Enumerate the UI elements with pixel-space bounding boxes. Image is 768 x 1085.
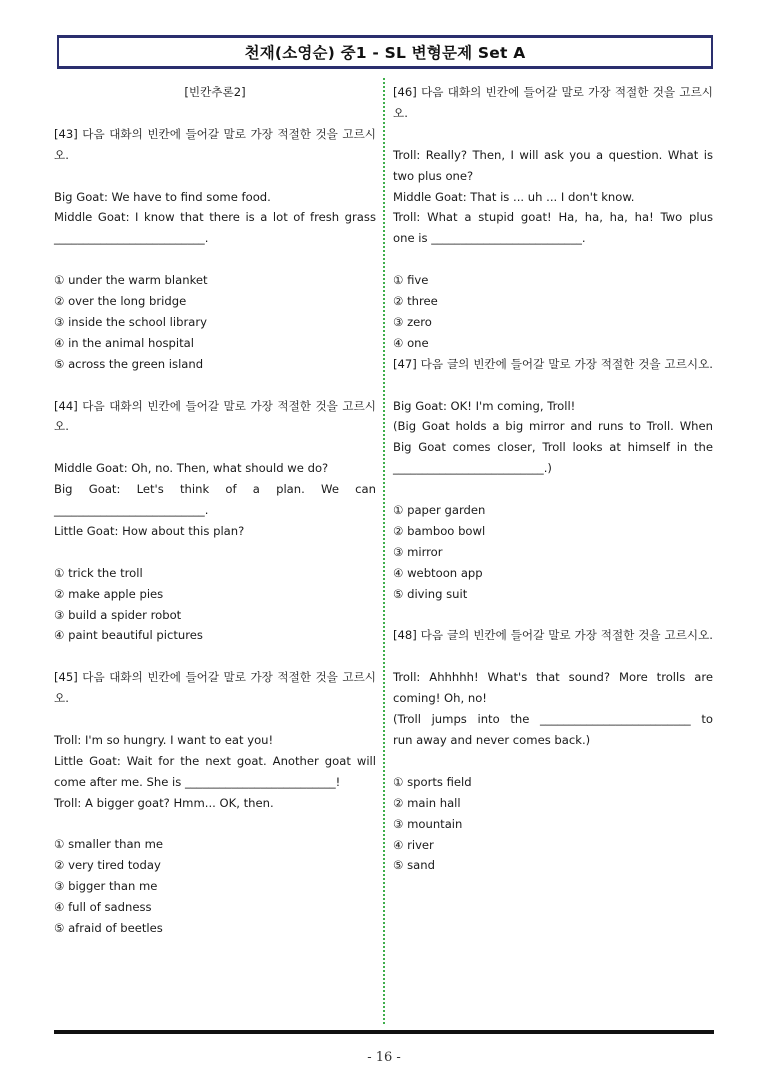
right-column	[393, 82, 713, 876]
question-45-heading: [45] 다음 대화의 빈칸에 들어갈 말로 가장 적절한 것을 고르시	[54, 670, 376, 685]
question-47-line-1: Big Goat: OK! I'm coming, Troll!	[393, 398, 576, 413]
question-44-option-4: ④ paint beautiful pictures	[54, 628, 203, 643]
question-45-option-4: ④ full of sadness	[54, 900, 152, 915]
question-48-option-1: ① sports field	[393, 774, 472, 789]
question-43-option-2: ② over the long bridge	[54, 294, 187, 309]
question-48	[393, 625, 713, 876]
question-46	[393, 82, 713, 354]
question-45	[54, 667, 376, 939]
question-45-option-5: ⑤ afraid of beetles	[54, 921, 163, 936]
question-48-option-3: ③ mountain	[393, 816, 463, 831]
question-47-option-5: ⑤ diving suit	[393, 586, 468, 601]
question-44-heading-end: 오.	[54, 419, 69, 434]
section-label: [빈칸추론2]	[184, 85, 246, 99]
question-43	[54, 124, 376, 375]
question-48-option-2: ② main hall	[393, 795, 461, 810]
question-44-blank-line: __________________________.	[54, 503, 209, 518]
question-45-heading-end: 오.	[54, 691, 69, 706]
left-column	[54, 82, 376, 939]
question-43-option-4: ④ in the animal hospital	[54, 335, 194, 350]
question-44	[54, 396, 376, 647]
question-47-line-2: (Big Goat holds a big mirror and runs to Troll. When	[393, 419, 713, 434]
question-46-blank-line: one is __________________________.	[393, 231, 586, 246]
question-47-option-1: ① paper garden	[393, 503, 486, 518]
question-45-option-1: ① smaller than me	[54, 837, 164, 852]
question-47-option-3: ③ mirror	[393, 544, 443, 559]
question-46-option-3: ③ zero	[393, 314, 432, 329]
question-43-heading: [43] 다음 대화의 빈칸에 들어갈 말로 가장 적절한 것을 고르시	[54, 126, 376, 141]
question-45-option-3: ③ bigger than me	[54, 879, 158, 894]
question-48-blank-line: (Troll jumps into the __________________________ to	[393, 712, 713, 727]
column-divider	[383, 78, 385, 1024]
question-44-option-1: ① trick the troll	[54, 565, 143, 580]
question-43-blank-line: __________________________.	[54, 231, 209, 246]
question-46-line-2: two plus one?	[393, 168, 474, 183]
question-46-option-1: ① five	[393, 273, 429, 288]
question-46-heading-end: 오.	[393, 105, 408, 120]
question-44-line-1: Middle Goat: Oh, no. Then, what should we do?	[54, 461, 329, 476]
page-title-box	[57, 35, 713, 69]
question-44-option-2: ② make apple pies	[54, 586, 164, 601]
question-48-option-4: ④ river	[393, 837, 434, 852]
question-48-option-5: ⑤ sand	[393, 858, 435, 873]
question-43-option-3: ③ inside the school library	[54, 314, 207, 329]
footer-rule	[54, 1030, 714, 1034]
question-48-heading: [48] 다음 글의 빈칸에 들어갈 말로 가장 적절한 것을 고르시오.	[393, 628, 713, 643]
question-45-line-4: Troll: A bigger goat? Hmm... OK, then.	[54, 795, 274, 810]
question-44-option-3: ③ build a spider robot	[54, 607, 182, 622]
question-47-heading: [47] 다음 글의 빈칸에 들어갈 말로 가장 적절한 것을 고르시오.	[393, 356, 713, 371]
page-number: - 16 -	[367, 1050, 401, 1065]
question-46-option-2: ② three	[393, 294, 438, 309]
question-48-line-2: coming! Oh, no!	[393, 691, 487, 706]
question-46-line-4: Troll: What a stupid goat! Ha, ha, ha, ha! Two plus	[393, 210, 713, 225]
question-44-line-4: Little Goat: How about this plan?	[54, 523, 245, 538]
question-43-option-5: ⑤ across the green island	[54, 356, 204, 371]
question-45-line-1: Troll: I'm so hungry. I want to eat you!	[54, 732, 274, 747]
question-48-line-4: run away and never comes back.)	[393, 733, 591, 747]
question-47-line-3: Big Goat comes closer, Troll looks at himself in the	[393, 440, 713, 455]
question-45-option-2: ② very tired today	[54, 858, 161, 873]
question-43-option-1: ① under the warm blanket	[54, 273, 208, 288]
question-47	[393, 354, 713, 605]
question-44-line-2: Big Goat: Let's think of a plan. We can	[54, 482, 376, 497]
question-46-line-1: Troll: Really? Then, I will ask you a question. What is	[393, 147, 713, 162]
question-44-heading: [44] 다음 대화의 빈칸에 들어갈 말로 가장 적절한 것을 고르시	[54, 398, 376, 413]
question-43-heading-end: 오.	[54, 147, 69, 162]
question-48-line-1: Troll: Ahhhhh! What's that sound? More trolls are	[393, 670, 713, 685]
question-43-line-2: Middle Goat: I know that there is a lot of fresh grass	[54, 210, 376, 225]
question-43-line-1: Big Goat: We have to find some food.	[54, 189, 271, 204]
question-46-line-3: Middle Goat: That is ... uh ... I don't know.	[393, 189, 635, 204]
question-46-heading: [46] 다음 대화의 빈칸에 들어갈 말로 가장 적절한 것을 고르시	[393, 85, 713, 99]
question-47-option-2: ② bamboo bowl	[393, 523, 486, 538]
question-47-option-4: ④ webtoon app	[393, 565, 483, 580]
question-47-blank-line: __________________________.)	[393, 461, 552, 476]
page-title: 천재(소영순) 중1 - SL 변형문제 Set A	[244, 44, 526, 62]
question-45-line-2: Little Goat: Wait for the next goat. Another goat will	[54, 753, 376, 768]
question-46-option-4: ④ one	[393, 335, 429, 350]
question-45-blank-line: come after me. She is __________________________!	[54, 774, 341, 789]
